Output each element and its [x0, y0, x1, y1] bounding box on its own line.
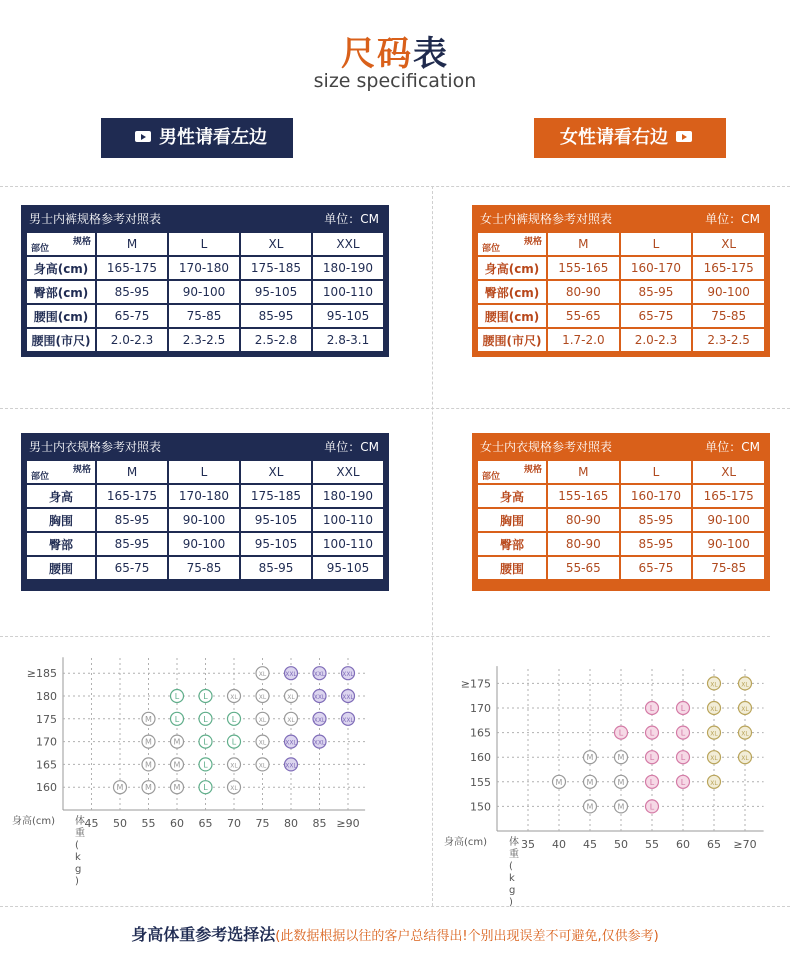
table-row [27, 281, 383, 303]
table-title-text: 女士内裤规格参考对照表 [480, 212, 613, 226]
x-tick-label: ≥70 [733, 838, 757, 851]
row-label: 臀部(cm) [27, 281, 95, 303]
size-marker-label: XXL [313, 716, 326, 724]
x-tick-label: 45 [583, 838, 597, 851]
size-marker-label: L [203, 737, 208, 747]
size-marker-label: L [680, 777, 686, 787]
table-title [25, 209, 385, 229]
table-row [478, 509, 764, 531]
table-row [478, 533, 764, 555]
y-tick-label: 180 [36, 690, 57, 703]
x-tick-label: 55 [645, 838, 659, 851]
table-cell: 160-170 [621, 257, 692, 279]
row-label: 身高 [27, 485, 95, 507]
table-cell: 80-90 [548, 509, 619, 531]
table-row [27, 305, 383, 327]
size-marker-label: XL [710, 779, 718, 787]
y-tick-label: 170 [36, 735, 57, 749]
table-corner: 规格 部位 [478, 461, 546, 483]
y-tick-label: 160 [470, 751, 491, 765]
row-label: 腰围 [478, 557, 546, 579]
x-tick-label: 75 [255, 817, 270, 830]
size-marker-label: M [586, 777, 594, 787]
size-marker-label: XXL [285, 671, 297, 679]
table-corner: 规格 部位 [27, 233, 95, 255]
size-column-header: XL [693, 233, 764, 255]
row-label: 胸围 [478, 509, 546, 531]
x-tick-label: 50 [614, 838, 628, 851]
size-marker-label: XL [258, 694, 267, 701]
y-axis-label: 身高(cm) [12, 816, 56, 827]
row-label: 腰围 [27, 557, 95, 579]
play-icon [135, 131, 151, 142]
size-marker-label: L [649, 704, 655, 713]
size-column-header: M [97, 233, 167, 255]
row-label: 胸围 [27, 509, 95, 531]
size-marker-label: XL [741, 706, 749, 713]
table-cell: 85-95 [241, 305, 311, 327]
table-row [478, 329, 764, 351]
x-tick-label: 65 [198, 817, 213, 830]
size-marker-label: L [231, 737, 237, 747]
women-briefs-table [472, 205, 770, 357]
y-tick-label: ≥185 [26, 667, 57, 681]
table-cell: 100-110 [313, 281, 383, 303]
size-marker-label: L [174, 692, 180, 701]
size-marker-label: XL [287, 716, 295, 724]
y-tick-label: 170 [470, 702, 491, 715]
x-tick-label: 50 [113, 817, 127, 830]
size-marker-label: M [145, 760, 152, 770]
size-marker-label: XXL [342, 716, 354, 724]
size-column-header: XL [693, 461, 764, 483]
size-column-header: XXL [313, 461, 383, 483]
size-marker-label: L [203, 692, 208, 701]
table-cell: 165-175 [97, 485, 167, 507]
size-marker-label: XXL [285, 739, 297, 747]
table-cell: 155-165 [548, 257, 619, 279]
size-column-header: L [169, 461, 239, 483]
table-cell: 2.5-2.8 [241, 329, 311, 351]
x-tick-label: 65 [707, 838, 721, 851]
row-label: 臀部(cm) [478, 281, 546, 303]
table-cell: 100-110 [313, 509, 383, 531]
size-marker-label: XXL [342, 694, 354, 701]
size-marker-label: XL [741, 681, 749, 689]
male-guide-label: 男性请看左边 [159, 127, 267, 148]
divider [0, 186, 790, 187]
table-row [478, 557, 764, 579]
table-cell: 65-75 [97, 557, 167, 579]
table-title-text: 女士内衣规格参考对照表 [480, 440, 613, 454]
table-row [27, 257, 383, 279]
size-marker-label: L [680, 753, 686, 763]
size-marker-label: XXL [285, 762, 297, 770]
size-marker-label: M [586, 802, 594, 812]
male-guide-button[interactable] [101, 118, 293, 158]
table-cell: 85-95 [621, 281, 692, 303]
size-marker-label: XXL [313, 694, 326, 701]
table-cell: 95-105 [313, 305, 383, 327]
title-part-b: 表 [413, 34, 449, 74]
x-tick-label: 70 [227, 817, 241, 830]
footer-main: 身高体重参考选择法 [131, 925, 276, 944]
table-cell: 55-65 [548, 557, 619, 579]
table-row [478, 305, 764, 327]
y-tick-label: ≥175 [460, 677, 491, 691]
x-tick-label: 60 [170, 817, 184, 830]
x-tick-label: 55 [141, 817, 156, 830]
table-cell: 2.3-2.5 [169, 329, 239, 351]
table-cell: 85-95 [97, 533, 167, 555]
table-cell: 65-75 [621, 305, 692, 327]
men-tops-table [21, 433, 389, 591]
table-cell: 90-100 [693, 509, 764, 531]
size-column-header: L [621, 233, 692, 255]
table-cell: 85-95 [97, 281, 167, 303]
size-marker-label: L [203, 714, 208, 724]
table-row [27, 509, 383, 531]
table-cell: 75-85 [169, 557, 239, 579]
row-label: 身高 [478, 485, 546, 507]
x-tick-label: ≥90 [336, 817, 360, 830]
size-marker-label: XL [230, 694, 238, 701]
table-cell: 75-85 [693, 557, 764, 579]
table-title [476, 437, 766, 457]
table-unit: 单位：CM [705, 440, 760, 454]
table-row [27, 557, 383, 579]
x-tick-label: 85 [312, 817, 327, 830]
table-cell: 75-85 [169, 305, 239, 327]
footer-text [0, 922, 790, 945]
row-label: 腰围(cm) [478, 305, 546, 327]
table-cell: 85-95 [621, 533, 692, 555]
men-size-chart [0, 650, 430, 900]
y-tick-label: 155 [470, 775, 491, 789]
table-corner: 规格 部位 [27, 461, 95, 483]
page-title [0, 26, 790, 75]
table-cell: 1.7-2.0 [548, 329, 619, 351]
table-cell: 2.3-2.5 [693, 329, 764, 351]
table-row [27, 533, 383, 555]
y-tick-label: 175 [36, 712, 57, 726]
x-axis-label: 体重( k g ) [509, 837, 519, 908]
size-marker-label: XL [710, 706, 718, 713]
table-title-text: 男士内裤规格参考对照表 [29, 212, 162, 226]
table-title-text: 男士内衣规格参考对照表 [29, 440, 162, 454]
table-cell: 160-170 [621, 485, 692, 507]
table-cell: 2.0-2.3 [621, 329, 692, 351]
x-axis-label: 体重( k g ) [75, 816, 85, 887]
size-marker-label: XXL [313, 739, 326, 747]
table-cell: 2.8-3.1 [313, 329, 383, 351]
table-cell: 170-180 [169, 485, 239, 507]
table-cell: 95-105 [241, 281, 311, 303]
row-label: 身高(cm) [27, 257, 95, 279]
size-column-header: M [548, 233, 619, 255]
size-marker-label: M [145, 714, 152, 724]
size-marker-label: XL [258, 716, 267, 724]
table-cell: 180-190 [313, 257, 383, 279]
table-cell: 180-190 [313, 485, 383, 507]
size-column-header: XXL [313, 233, 383, 255]
y-tick-label: 160 [36, 781, 57, 795]
size-marker-label: M [173, 737, 181, 747]
row-label: 臀部 [478, 533, 546, 555]
size-column-header: M [97, 461, 167, 483]
size-marker-label: XL [258, 762, 267, 770]
table-cell: 90-100 [169, 281, 239, 303]
table-row [478, 281, 764, 303]
size-marker-label: XL [710, 730, 718, 738]
size-marker-label: L [649, 753, 655, 763]
size-marker-label: L [174, 714, 180, 724]
table-unit: 单位：CM [324, 440, 379, 454]
table-cell: 175-185 [241, 485, 311, 507]
row-label: 腰围(cm) [27, 305, 95, 327]
size-column-header: XL [241, 233, 311, 255]
table-cell: 80-90 [548, 533, 619, 555]
table-cell: 85-95 [621, 509, 692, 531]
size-marker-label: M [145, 783, 152, 793]
size-marker-label: M [173, 783, 181, 793]
size-marker-label: L [649, 777, 655, 787]
table-row [478, 485, 764, 507]
table-cell: 85-95 [241, 557, 311, 579]
size-column-header: M [548, 461, 619, 483]
female-guide-label: 女性请看右边 [560, 127, 668, 148]
y-tick-label: 165 [470, 726, 491, 740]
size-column-header: L [169, 233, 239, 255]
play-icon [676, 131, 692, 142]
table-cell: 95-105 [241, 509, 311, 531]
table-cell: 165-175 [693, 485, 764, 507]
table-title [476, 209, 766, 229]
size-column-header: XL [241, 461, 311, 483]
size-marker-label: M [145, 737, 152, 747]
size-marker-label: XL [230, 762, 238, 770]
size-marker-label: L [203, 760, 208, 770]
size-marker-label: L [649, 728, 655, 738]
x-tick-label: 40 [552, 838, 566, 851]
size-marker-label: L [680, 728, 686, 738]
table-cell: 165-175 [693, 257, 764, 279]
size-table [476, 459, 766, 581]
title-part-a: 尺码 [341, 34, 413, 74]
size-marker-label: XXL [313, 671, 326, 679]
table-cell: 90-100 [169, 533, 239, 555]
size-marker-label: XL [258, 671, 267, 679]
table-cell: 55-65 [548, 305, 619, 327]
size-marker-label: L [203, 783, 208, 793]
female-guide-button[interactable] [534, 118, 726, 158]
size-table [25, 459, 385, 581]
row-label: 腰围(市尺) [478, 329, 546, 351]
size-marker-label: M [617, 777, 625, 787]
table-cell: 80-90 [548, 281, 619, 303]
size-marker-label: L [618, 728, 624, 738]
divider [0, 906, 790, 907]
y-tick-label: 165 [36, 758, 57, 772]
divider [0, 636, 770, 637]
size-marker-label: XXL [342, 671, 354, 679]
table-cell: 100-110 [313, 533, 383, 555]
table-cell: 155-165 [548, 485, 619, 507]
table-cell: 2.0-2.3 [97, 329, 167, 351]
size-marker-label: XL [710, 681, 718, 689]
table-cell: 170-180 [169, 257, 239, 279]
table-cell: 165-175 [97, 257, 167, 279]
women-size-chart [434, 660, 784, 908]
size-marker-label: L [649, 802, 655, 812]
divider [432, 186, 433, 906]
row-label: 臀部 [27, 533, 95, 555]
table-cell: 90-100 [169, 509, 239, 531]
divider [0, 408, 790, 409]
table-row [478, 257, 764, 279]
table-corner: 规格 部位 [478, 233, 546, 255]
size-marker-label: M [617, 802, 625, 812]
size-column-header: L [621, 461, 692, 483]
size-marker-label: M [617, 753, 625, 763]
men-briefs-table [21, 205, 389, 357]
size-table [25, 231, 385, 353]
table-cell: 65-75 [97, 305, 167, 327]
table-cell: 75-85 [693, 305, 764, 327]
size-marker-label: XL [258, 739, 267, 747]
y-axis-label: 身高(cm) [444, 837, 488, 848]
table-row [27, 485, 383, 507]
size-marker-label: XL [710, 755, 718, 763]
x-tick-label: 80 [284, 817, 298, 830]
size-marker-label: M [555, 777, 563, 787]
size-marker-label: L [231, 714, 237, 724]
size-marker-label: M [116, 783, 124, 793]
women-tops-table [472, 433, 770, 591]
x-tick-label: 35 [521, 838, 535, 851]
y-tick-label: 150 [470, 800, 491, 814]
row-label: 身高(cm) [478, 257, 546, 279]
x-tick-label: 45 [84, 817, 99, 830]
size-table [476, 231, 766, 353]
footer-note: (此数据根据以往的客户总结得出!个别出现误差不可避免,仅供参考) [275, 929, 659, 944]
size-marker-label: XL [287, 694, 295, 701]
table-unit: 单位：CM [324, 212, 379, 226]
size-marker-label: M [586, 753, 594, 763]
table-cell: 90-100 [693, 533, 764, 555]
page-subtitle: size specification [313, 70, 477, 92]
table-title [25, 437, 385, 457]
row-label: 腰围(市尺) [27, 329, 95, 351]
x-tick-label: 60 [676, 838, 690, 851]
table-cell: 90-100 [693, 281, 764, 303]
size-marker-label: XL [230, 785, 238, 793]
table-cell: 85-95 [97, 509, 167, 531]
size-marker-label: M [173, 760, 181, 770]
size-marker-label: XL [741, 730, 749, 738]
size-marker-label: XL [741, 755, 749, 763]
table-cell: 95-105 [313, 557, 383, 579]
table-row [27, 329, 383, 351]
table-unit: 单位：CM [705, 212, 760, 226]
table-cell: 95-105 [241, 533, 311, 555]
table-cell: 175-185 [241, 257, 311, 279]
table-cell: 65-75 [621, 557, 692, 579]
size-marker-label: L [680, 704, 686, 713]
